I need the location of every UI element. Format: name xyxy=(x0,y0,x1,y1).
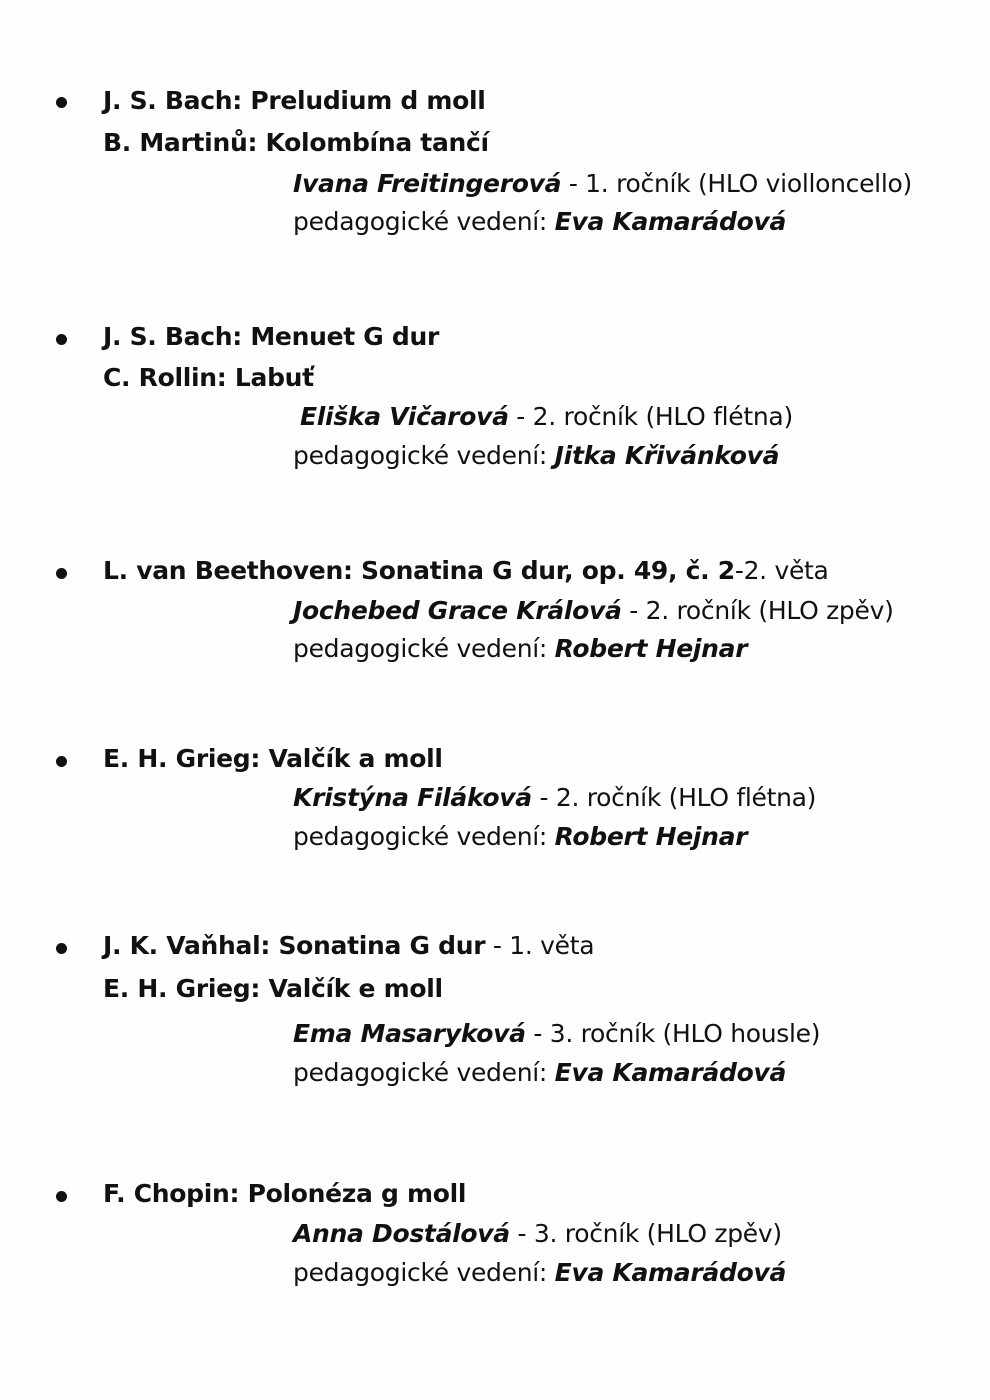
teacher-line xyxy=(293,441,779,471)
teacher-name: Eva Kamarádová xyxy=(554,1058,787,1087)
teacher-line xyxy=(293,207,786,237)
performer-name: Jochebed Grace Králová xyxy=(293,596,622,625)
performer-name: Ivana Freitingerová xyxy=(293,169,562,198)
performer-name: Anna Dostálová xyxy=(293,1219,510,1248)
performer-year: - 3. ročník (HLO zpěv) xyxy=(509,1219,782,1248)
piece-title: E. H. Grieg: Valčík a moll xyxy=(103,744,443,773)
performer-line xyxy=(293,169,912,199)
performer-year: - 1. ročník (HLO violloncello) xyxy=(561,169,912,198)
performer-year: - 2. ročník (HLO flétna) xyxy=(531,783,817,812)
teacher-name: Eva Kamarádová xyxy=(554,1258,787,1287)
performer-line xyxy=(293,1219,782,1249)
bullet-icon xyxy=(56,97,67,108)
piece-title: C. Rollin: Labuť xyxy=(103,363,314,392)
performer-name: Eliška Vičarová xyxy=(300,402,509,431)
teacher-name: Jitka Křivánková xyxy=(554,441,780,470)
teacher-label: pedagogické vedení: xyxy=(293,634,555,663)
bullet-icon xyxy=(56,568,67,579)
piece-title: E. H. Grieg: Valčík e moll xyxy=(103,974,443,1003)
bullet-icon xyxy=(56,756,67,767)
teacher-line xyxy=(293,1058,786,1088)
teacher-name: Robert Hejnar xyxy=(554,822,748,851)
piece-title: F. Chopin: Polonéza g moll xyxy=(103,1179,467,1208)
teacher-line xyxy=(293,1258,786,1288)
piece-title: L. van Beethoven: Sonatina G dur, op. 49, č. 2-2. věta xyxy=(103,556,829,585)
teacher-label: pedagogické vedení: xyxy=(293,441,555,470)
teacher-name: Eva Kamarádová xyxy=(554,207,787,236)
teacher-label: pedagogické vedení: xyxy=(293,1058,555,1087)
performer-year: - 3. ročník (HLO housle) xyxy=(525,1019,821,1048)
piece-title: J. S. Bach: Menuet G dur xyxy=(103,322,440,351)
bullet-icon xyxy=(56,1191,67,1202)
piece-title: J. S. Bach: Preludium d moll xyxy=(103,86,486,115)
teacher-label: pedagogické vedení: xyxy=(293,822,555,851)
piece-title: B. Martinů: Kolombína tančí xyxy=(103,128,489,157)
bullet-icon xyxy=(56,334,67,345)
performer-year: - 2. ročník (HLO zpěv) xyxy=(621,596,894,625)
performer-line xyxy=(300,402,793,432)
piece-title: J. K. Vaňhal: Sonatina G dur - 1. věta xyxy=(103,931,595,960)
performer-name: Ema Masaryková xyxy=(293,1019,526,1048)
teacher-line xyxy=(293,822,747,852)
performer-line xyxy=(293,783,816,813)
performer-year: - 2. ročník (HLO flétna) xyxy=(508,402,793,431)
teacher-name: Robert Hejnar xyxy=(554,634,748,663)
performer-line xyxy=(293,596,894,626)
bullet-icon xyxy=(56,943,67,954)
performer-line xyxy=(293,1019,820,1049)
performer-name: Kristýna Filáková xyxy=(293,783,532,812)
teacher-label: pedagogické vedení: xyxy=(293,1258,555,1287)
teacher-line xyxy=(293,634,747,664)
teacher-label: pedagogické vedení: xyxy=(293,207,555,236)
